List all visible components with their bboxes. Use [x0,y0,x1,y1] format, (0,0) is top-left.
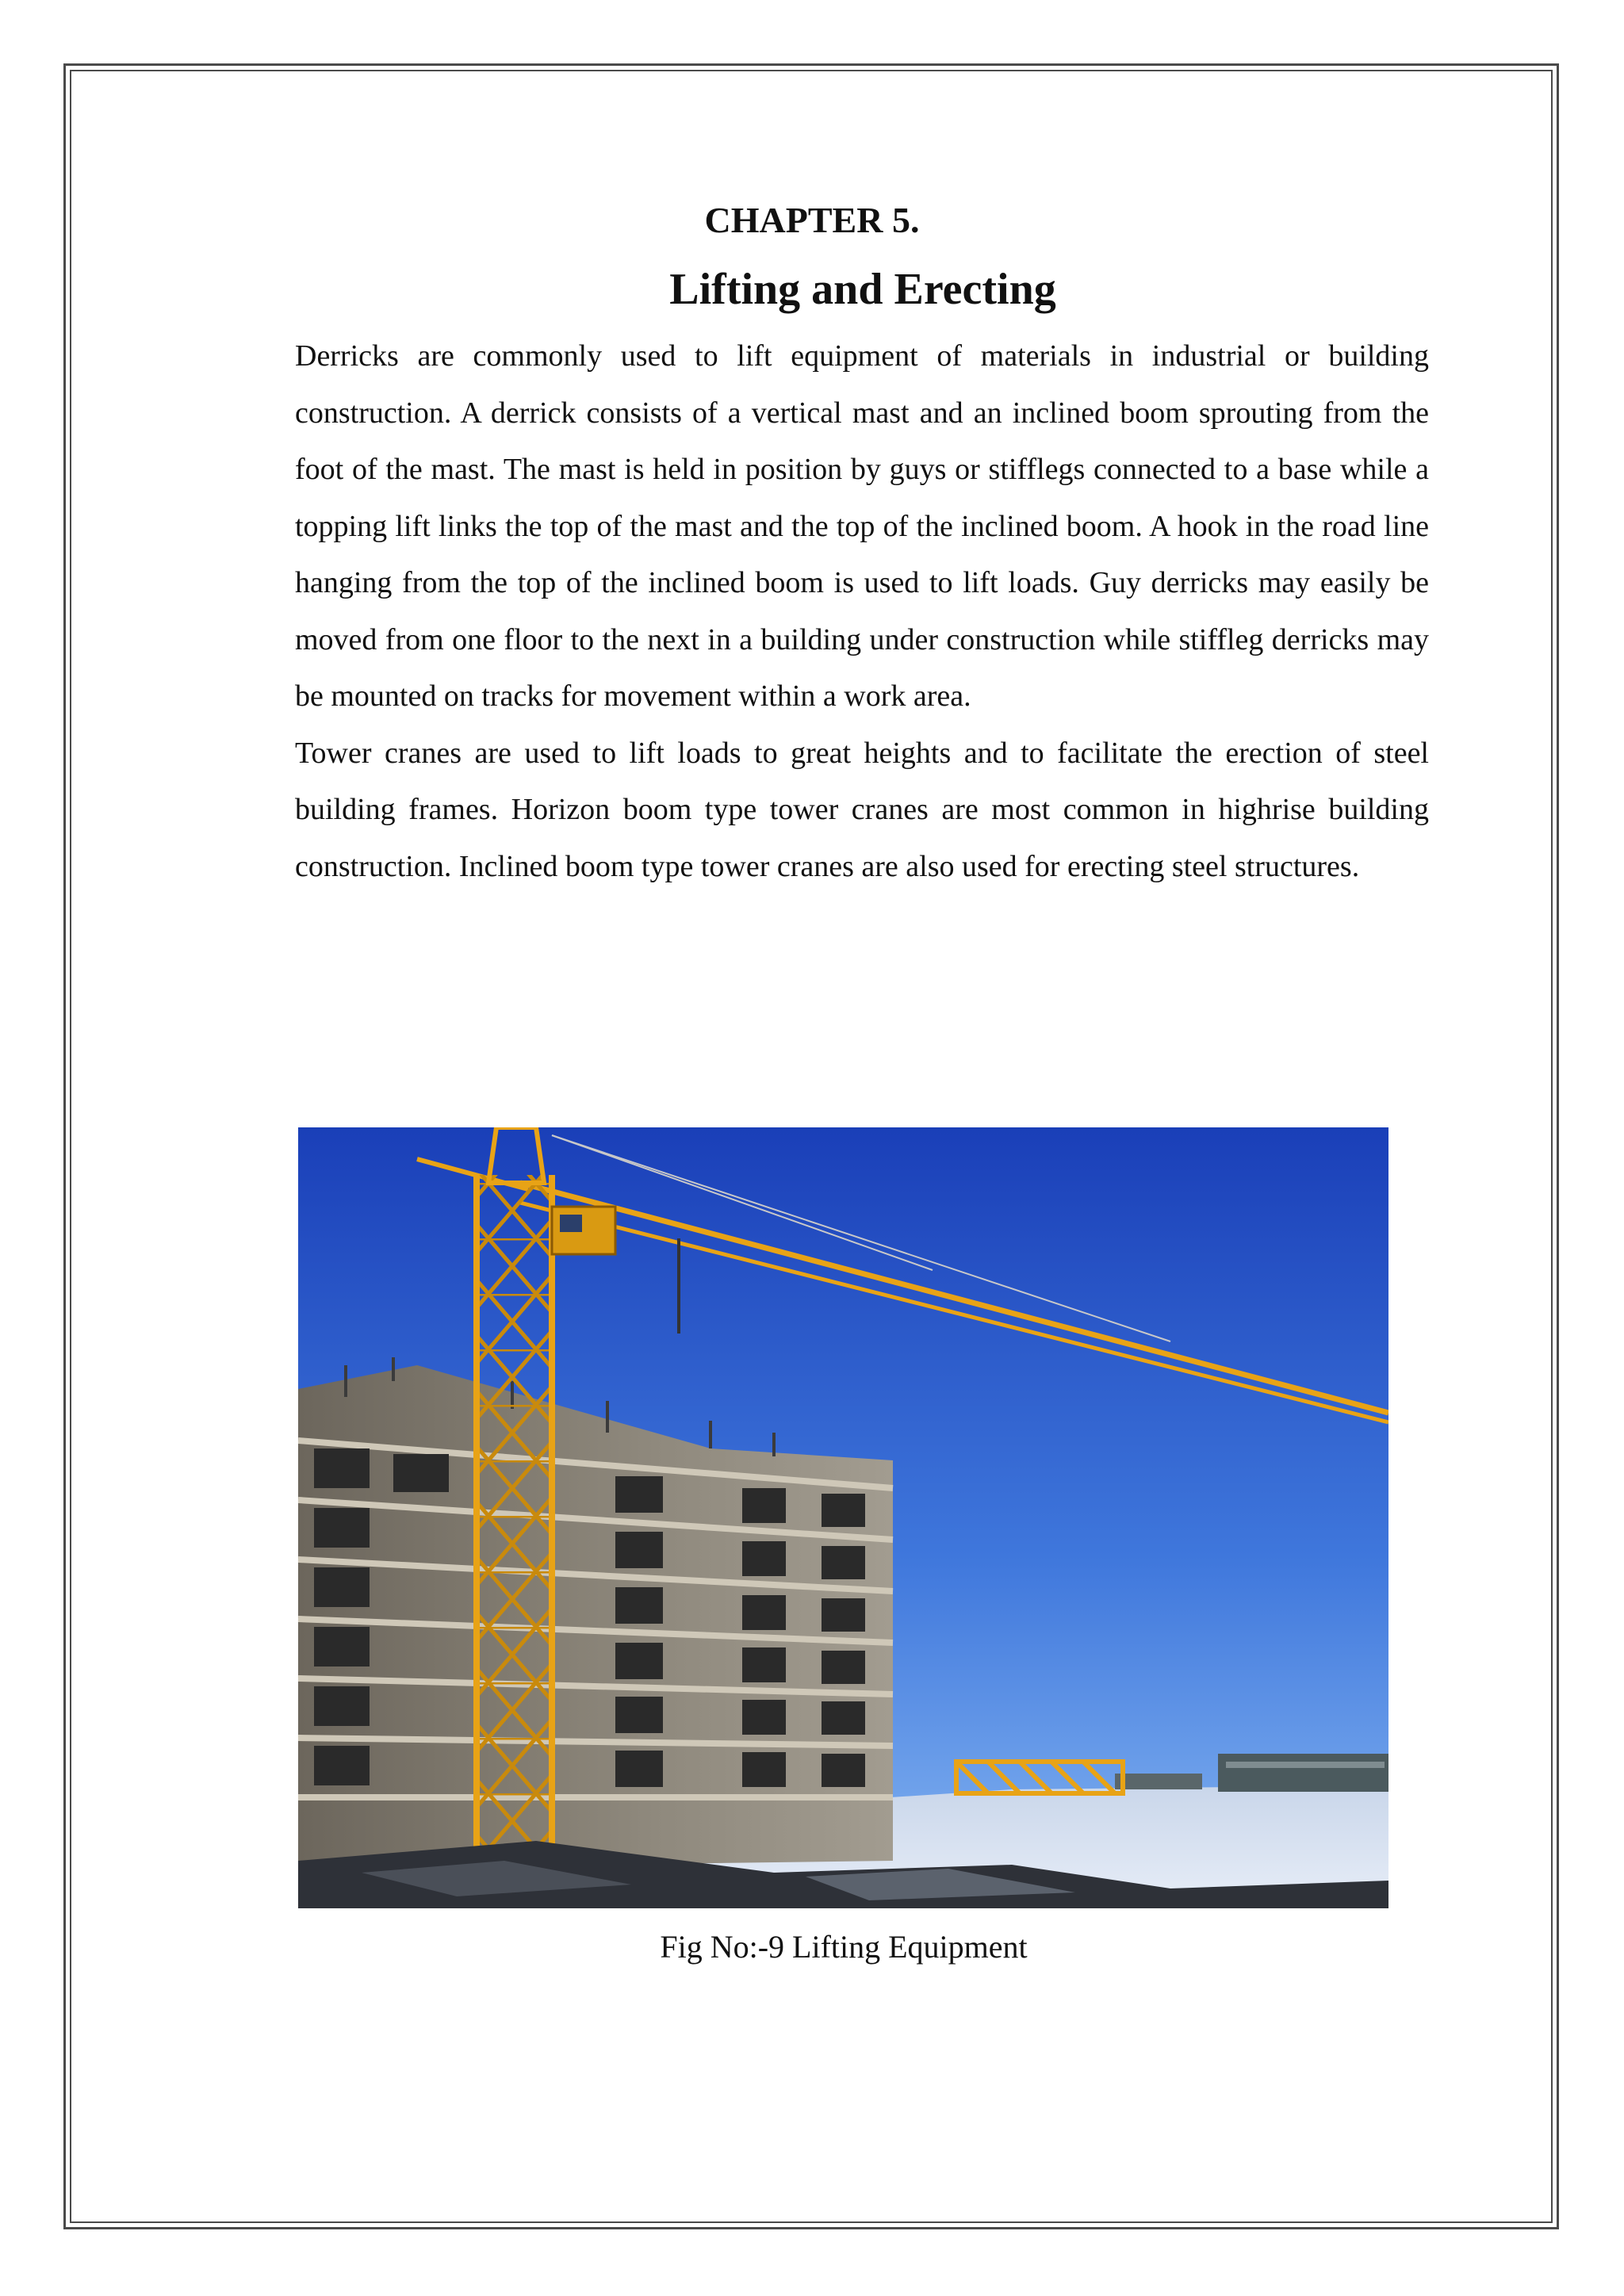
paragraph-tower-cranes: Tower cranes are used to lift loads to great heights and to facilitate the erection of steel building frames. Horizon boom type tower cranes are most common in highrise building construction. Inclined boom type tower cranes are also used for erecting steel structures. [295,736,1429,883]
paragraph-derricks: Derricks are commonly used to lift equipment of materials in industrial or building construction. A derrick consists of a vertical mast and an inclined boom sprouting from the foot of the mast. The mast is held in position by guys or stifflegs connected to a base while a topping lift links the top of the mast and the top of the inclined boom. A hook in the road line hanging from the top of the inclined boom is used to lift loads. Guy derricks may easily be moved from one floor to the next in a building under construction while stiffleg derricks may be mounted on tracks for movement within a work area. [295,339,1429,713]
construction-site-photo [298,1127,1388,1908]
chapter-title: Lifting and Erecting [669,265,1056,314]
figure-lifting-equipment-photo [298,1127,1388,1908]
figure-caption: Fig No:-9 Lifting Equipment [660,1929,1028,1965]
body-text [295,328,1429,895]
chapter-label: CHAPTER 5. [704,200,920,240]
